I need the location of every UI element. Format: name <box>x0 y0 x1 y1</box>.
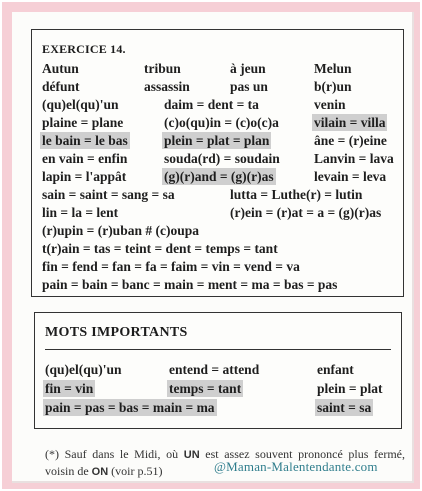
word-cell: (qu)el(qu)'un <box>45 362 122 377</box>
word-cell: âne = (r)eine <box>314 133 387 148</box>
word-cell: t(r)ain = tas = teint = dent = temps = tant <box>42 241 278 256</box>
word-cell: (r)ein = (r)at = a = (g)(r)as <box>230 205 382 220</box>
word-cell: pain = bain = banc = main = ment = ma = bas = pas <box>42 277 338 292</box>
exercise-box <box>31 29 404 297</box>
highlighted-word-cell: fin = vin <box>45 381 94 396</box>
word-cell: entend = attend <box>169 362 260 377</box>
word-cell: daim = dent = ta <box>164 97 259 112</box>
footnote-text: (voir p.51) <box>108 464 163 478</box>
word-cell: lin = la = lent <box>42 205 119 220</box>
highlighted-word-cell: saint = sa <box>317 400 372 415</box>
footnote-on: ON <box>91 466 109 478</box>
word-cell: venin <box>314 97 346 112</box>
word-cell: lutta = Luthe(r) = lutin <box>230 187 363 202</box>
word-cell: en vain = enfin <box>42 151 128 166</box>
important-words-box <box>34 312 402 429</box>
word-cell: lapin = l'appât <box>42 169 127 184</box>
footnote-text: Sauf dans le Midi, où <box>59 447 184 461</box>
word-cell: pas un <box>230 79 268 94</box>
important-words-title: MOTS IMPORTANTS <box>45 325 188 340</box>
word-cell: b(r)un <box>314 79 352 94</box>
word-cell: plaine = plane <box>42 115 124 130</box>
footnote-marker: (*) <box>45 447 59 461</box>
word-cell: (c)o(qu)in = (c)o(c)a <box>164 115 279 130</box>
word-cell: tribun <box>144 61 181 76</box>
word-cell: Lanvin = lava <box>314 151 394 166</box>
exercise-title: EXERCICE 14. <box>42 42 126 56</box>
word-cell: sain = saint = sang = sa <box>42 187 175 202</box>
highlighted-word-cell: temps = tant <box>169 381 242 396</box>
word-cell: enfant <box>317 362 354 377</box>
word-cell: plein = plat <box>317 381 383 396</box>
word-cell: levain = leva <box>314 169 387 184</box>
word-cell: (qu)el(qu)'un <box>42 97 119 112</box>
section-divider <box>45 349 391 350</box>
highlighted-word-cell: plein = plat = plan <box>164 133 270 148</box>
footnote-un: UN <box>183 449 200 461</box>
word-cell: souda(rd) = soudain <box>164 151 280 166</box>
highlighted-word-cell: le bain = le bas <box>42 133 128 148</box>
word-cell: assassin <box>144 79 190 94</box>
highlighted-word-cell: (g)(r)and = (g)(r)as <box>164 169 274 184</box>
footnote-text: est assez souvent prononcé plus fermé, voisin de <box>45 447 405 478</box>
highlighted-word-cell: pain = pas = bas = main = ma <box>45 400 215 415</box>
word-cell: Autun <box>42 61 79 76</box>
word-cell: à jeun <box>230 61 266 76</box>
highlighted-word-cell: vilain = villa <box>314 115 386 130</box>
watermark: @Maman-Malentendante.com <box>214 459 378 474</box>
word-cell: défunt <box>42 79 80 94</box>
pink-frame <box>2 2 420 489</box>
paper-sheet <box>12 12 414 483</box>
word-cell: (r)upin = (r)uban # (c)oupa <box>42 223 199 238</box>
word-cell: fin = fend = fan = fa = faim = vin = vend = va <box>42 259 300 274</box>
word-cell: Melun <box>314 61 352 76</box>
